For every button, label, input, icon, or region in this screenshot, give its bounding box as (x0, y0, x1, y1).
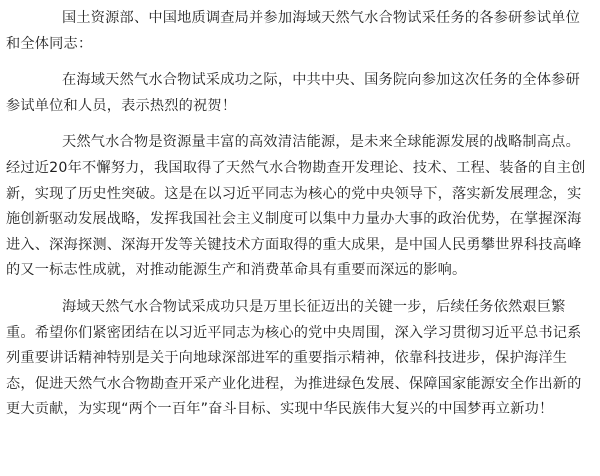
paragraph-text: 天然气水合物是资源量丰富的高效清洁能源，是未来全球能源发展的战略制高点。经过近20年不懈努力，我国取得了天然气水合物勘查开发理论、技术、工程、装备的自主创新，实现了历史性突破。这是在以习近平同志为核心的党中央领导下，落实新发展理念，实施创新驱动发展战略，发挥我国社会主义制度可以集中力量办大事的政治优势，在掌握深海进入、深海探测、深海开发等关键技术方面取得的重大成果，是中国人民勇攀世界科技高峰的又一标志性成就，对推动能源生产和消费革命具有重要而深远的影响。 (6, 134, 586, 279)
paragraph-expectations (6, 295, 594, 423)
paragraph-congratulations (6, 68, 594, 119)
paragraph-text: 国土资源部、中国地质调查局并参加海域天然气水合物试采任务的各参研参试单位和全体同志： (6, 10, 580, 52)
paragraph-text: 在海域天然气水合物试采成功之际，中共中央、国务院向参加这次任务的全体参研参试单位和人员，表示热烈的祝贺！ (6, 72, 580, 114)
paragraph-significance (6, 130, 594, 284)
paragraph-text: 海域天然气水合物试采成功只是万里长征迈出的关键一步，后续任务依然艰巨繁重。希望你们紧密团结在以习近平同志为核心的党中央周围，深入学习贯彻习近平总书记系列重要讲话精神特别是关于向地球深部进军的重要指示精神，依靠科技进步，保护海洋生态，促进天然气水合物勘查开采产业化进程，为推进绿色发展、保障国家能源安全作出新的更大贡献，为实现“两个一百年”奋斗目标、实现中华民族伟大复兴的中国梦再立新功！ (6, 298, 582, 418)
paragraph-salutation (6, 6, 594, 57)
